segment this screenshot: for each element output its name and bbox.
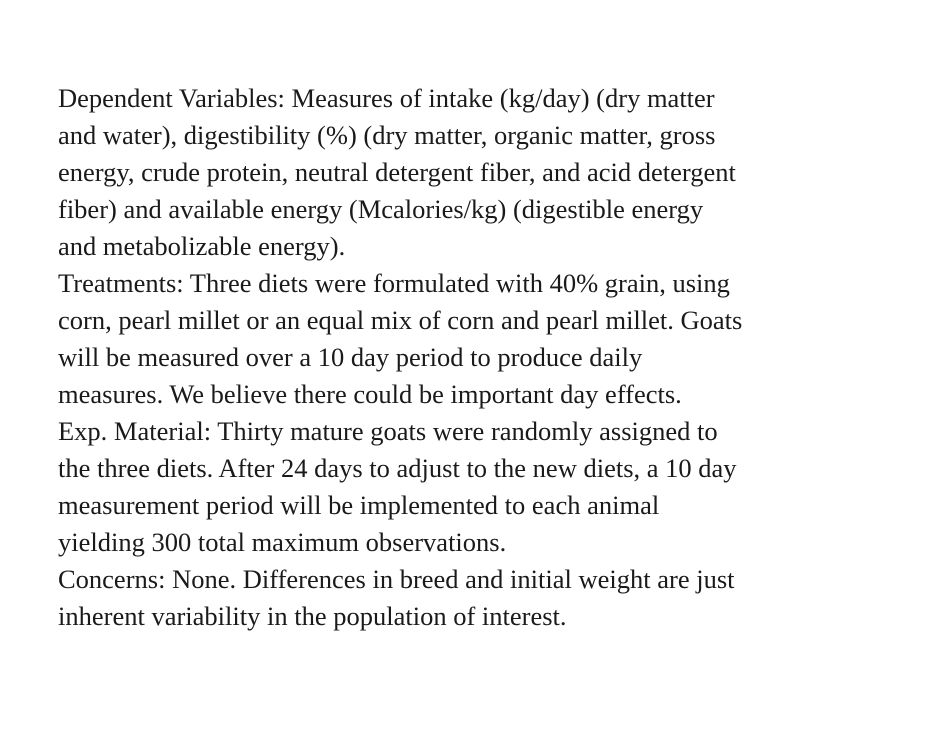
text-line: and metabolizable energy). [58, 231, 346, 261]
text-line: measurement period will be implemented to each animal [58, 490, 660, 520]
text-line: fiber) and available energy (Mcalories/kg) (digestible energy [58, 194, 704, 224]
text-line: the three diets. After 24 days to adjust to the new diets, a 10 day [58, 453, 737, 483]
text-line-concerns: Concerns: None. Differences in breed and initial weight are just [58, 564, 735, 594]
text-line-dependent-variables: Dependent Variables: Measures of intake (kg/day) (dry matter [58, 83, 715, 113]
text-line-exp-material: Exp. Material: Thirty mature goats were randomly assigned to [58, 416, 718, 446]
document-text [58, 80, 918, 635]
text-line: corn, pearl millet or an equal mix of corn and pearl millet. Goats [58, 305, 743, 335]
text-line: will be measured over a 10 day period to produce daily [58, 342, 643, 372]
text-line: yielding 300 total maximum observations. [58, 527, 507, 557]
text-line: inherent variability in the population of interest. [58, 601, 567, 631]
text-line: and water), digestibility (%) (dry matter, organic matter, gross [58, 120, 716, 150]
text-line: energy, crude protein, neutral detergent fiber, and acid detergent [58, 157, 736, 187]
text-line: measures. We believe there could be important day effects. [58, 379, 682, 409]
text-line-treatments: Treatments: Three diets were formulated with 40% grain, using [58, 268, 730, 298]
